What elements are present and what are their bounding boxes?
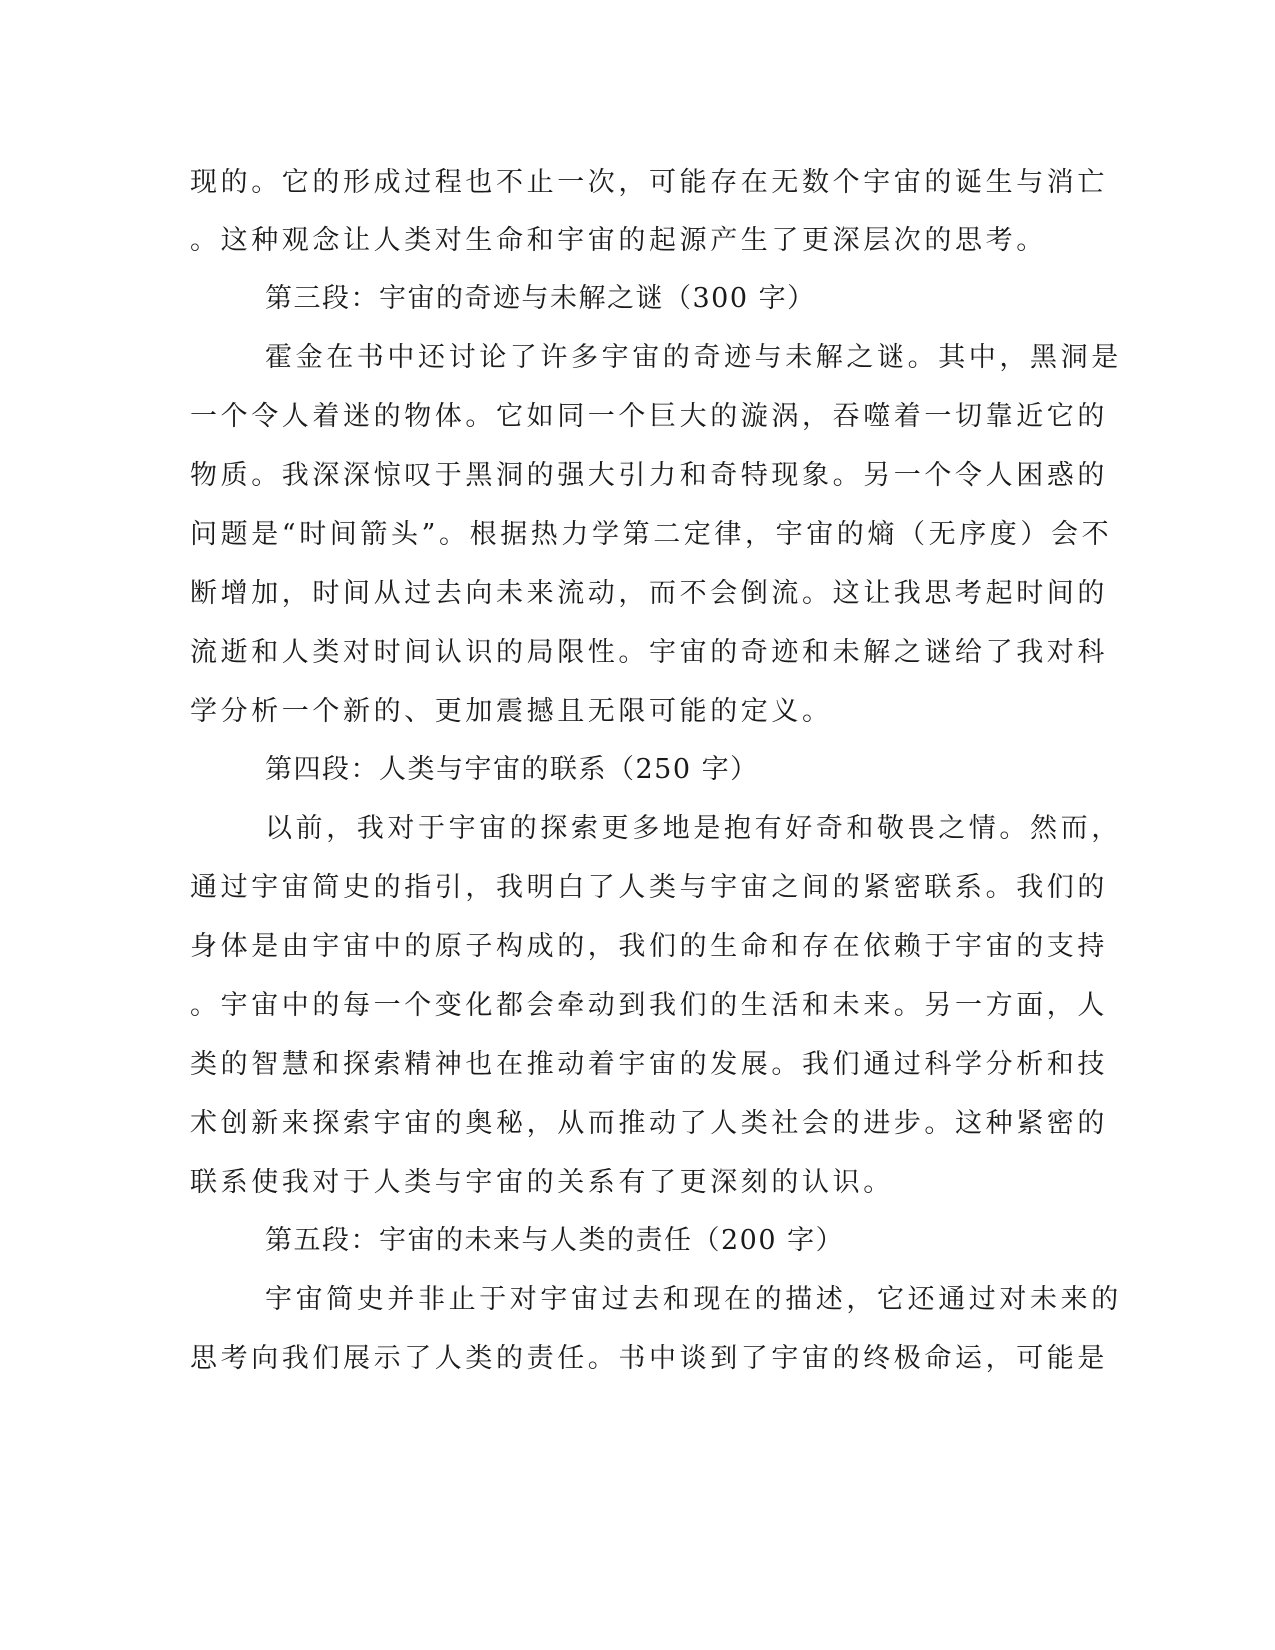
section-heading-3: 第三段：宇宙的奇迹与未解之谜（300 字）: [265, 283, 816, 314]
text-line: 。宇宙中的每一个变化都会牵动到我们的生活和未来。另一方面，人: [190, 990, 1108, 1021]
text-line: 现的。它的形成过程也不止一次，可能存在无数个宇宙的诞生与消亡: [190, 167, 1108, 198]
text-line: 一个令人着迷的物体。它如同一个巨大的漩涡，吞噬着一切靠近它的: [190, 401, 1108, 432]
text-line: 断增加，时间从过去向未来流动，而不会倒流。这让我思考起时间的: [190, 578, 1108, 609]
section-heading-4: 第四段：人类与宇宙的联系（250 字）: [265, 754, 759, 785]
text-line: 学分析一个新的、更加震撼且无限可能的定义。: [190, 696, 833, 727]
text-line: 术创新来探索宇宙的奥秘，从而推动了人类社会的进步。这种紧密的: [190, 1108, 1108, 1139]
text-line: 联系使我对于人类与宇宙的关系有了更深刻的认识。: [190, 1167, 894, 1198]
text-line: 问题是“时间箭头”。根据热力学第二定律，宇宙的熵（无序度）会不: [190, 519, 1113, 550]
text-line: 类的智慧和探索精神也在推动着宇宙的发展。我们通过科学分析和技: [190, 1049, 1108, 1080]
section-heading-5: 第五段：宇宙的未来与人类的责任（200 字）: [265, 1225, 845, 1256]
text-line: 思考向我们展示了人类的责任。书中谈到了宇宙的终极命运，可能是: [190, 1343, 1108, 1374]
text-line: 流逝和人类对时间认识的局限性。宇宙的奇迹和未解之谜给了我对科: [190, 637, 1108, 668]
text-line: 以前，我对于宇宙的探索更多地是抱有好奇和敬畏之情。然而，: [265, 813, 1122, 844]
text-line: 宇宙简史并非止于对宇宙过去和现在的描述，它还通过对未来的: [265, 1284, 1122, 1315]
text-line: 。这种观念让人类对生命和宇宙的起源产生了更深层次的思考。: [190, 225, 1047, 256]
text-line: 霍金在书中还讨论了许多宇宙的奇迹与未解之谜。其中，黑洞是: [265, 342, 1122, 373]
text-line: 身体是由宇宙中的原子构成的，我们的生命和存在依赖于宇宙的支持: [190, 931, 1108, 962]
text-line: 物质。我深深惊叹于黑洞的强大引力和奇特现象。另一个令人困惑的: [190, 460, 1108, 491]
text-line: 通过宇宙简史的指引，我明白了人类与宇宙之间的紧密联系。我们的: [190, 872, 1108, 903]
